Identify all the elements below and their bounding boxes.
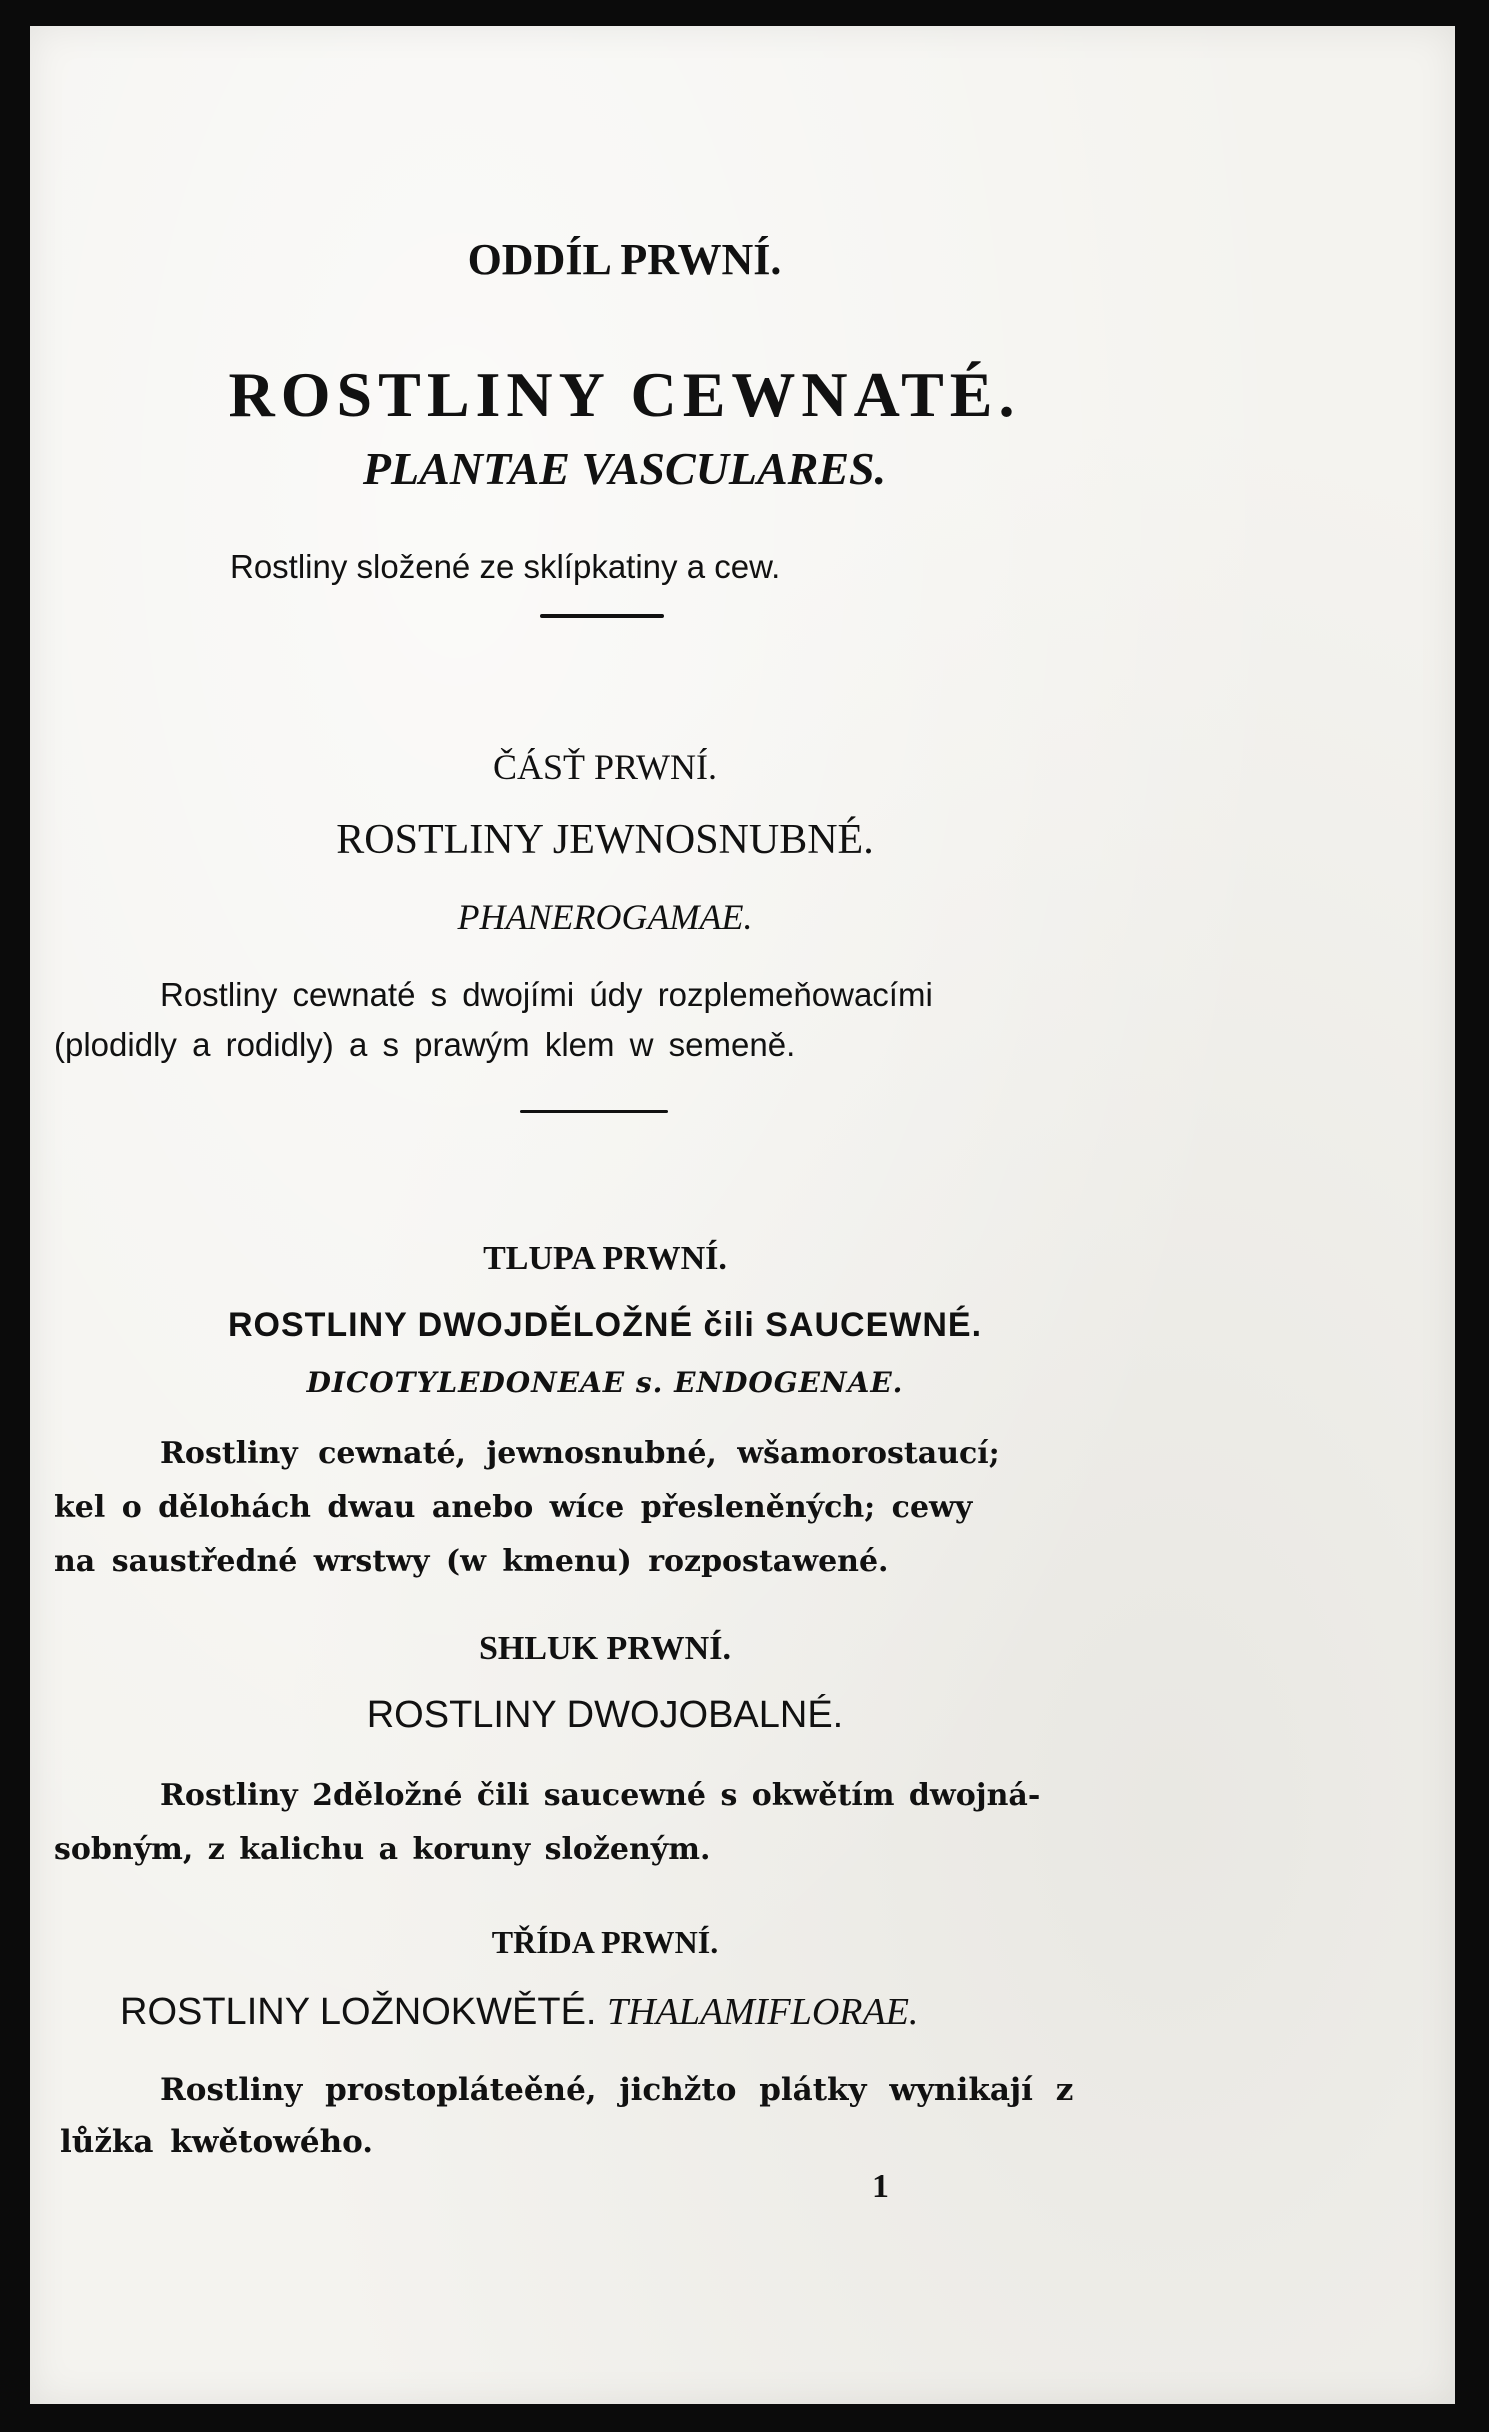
class-latin-title: THALAMIFLORAE. <box>607 1991 919 2033</box>
section-divider <box>540 614 664 618</box>
group-description-line: na saustředné wrstwy (w kmenu) rozpostawené. <box>54 1544 889 1579</box>
class-title: ROSTLINY LOŽNOKWĚTÉ. <box>120 1991 597 2033</box>
section-divider <box>520 1110 668 1113</box>
class-heading: TŘÍDA PRWNÍ. <box>491 1924 719 1960</box>
page-number: 1 <box>872 2168 889 2205</box>
group-heading: TLUPA PRWNÍ. <box>483 1240 727 1277</box>
clump-title: ROSTLINY DWOJOBALNÉ. <box>366 1694 844 1736</box>
group-latin-title: DICOTYLEDONEAE s. ENDOGENAE. <box>306 1366 904 1399</box>
clump-description-line: Rostliny 2děložné čili saucewné s okwětím dwojná- <box>160 1778 1041 1813</box>
group-description-line: kel o dělohách dwau anebo wíce přesleněných; cewy <box>54 1490 973 1525</box>
division-latin-title: PLANTAE VASCULARES. <box>362 443 887 494</box>
division-description: Rostliny složené ze sklípkatiny a cew. <box>230 548 781 585</box>
part-title: ROSTLINY JEWNOSNUBNÉ. <box>336 817 874 863</box>
group-title: ROSTLINY DWOJDĚLOŽNÉ čili SAUCEWNÉ. <box>227 1306 983 1344</box>
part-latin-title: PHANEROGAMAE. <box>457 897 753 937</box>
clump-description-line: sobným, z kalichu a koruny složeným. <box>54 1832 711 1867</box>
part-description-line: Rostliny cewnaté s dwojími údy rozplemeňowacími <box>160 976 933 1013</box>
part-description-line: (plodidly a rodidly) a s prawým klem w semeně. <box>54 1026 796 1063</box>
book-page <box>30 26 1455 2404</box>
division-title: ROSTLINY CEWNATÉ. <box>228 359 1021 430</box>
division-heading: ODDÍL PRWNÍ. <box>467 235 782 284</box>
class-description-line: lůžka kwětowého. <box>60 2124 374 2160</box>
clump-heading: SHLUK PRWNÍ. <box>479 1630 731 1667</box>
part-heading: ČÁSŤ PRWNÍ. <box>492 747 718 787</box>
group-description-line: Rostliny cewnaté, jewnosnubné, wšamorostaucí; <box>160 1436 1000 1471</box>
class-description-line: Rostliny prostopláteěné, jichžto plátky wynikají z <box>160 2072 1074 2108</box>
class-title-line <box>120 1990 918 2034</box>
